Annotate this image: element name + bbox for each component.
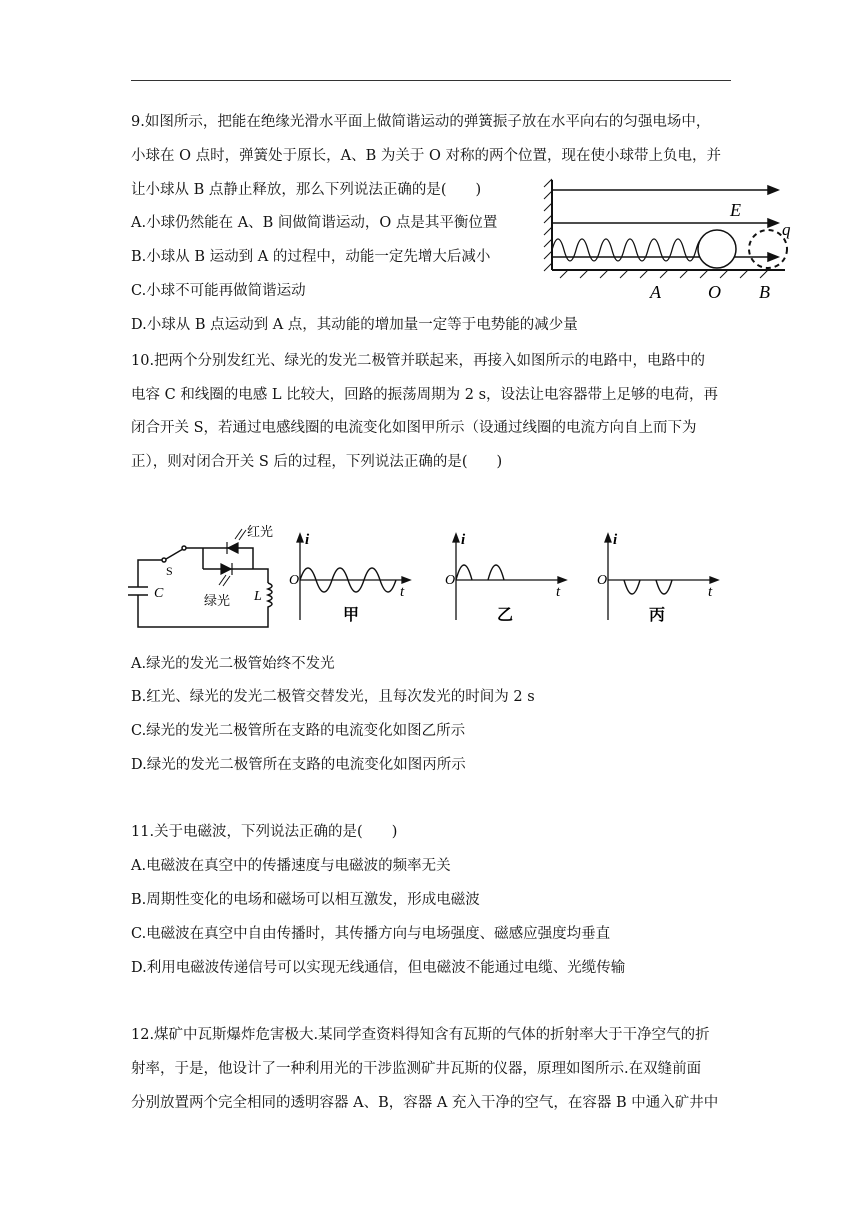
q9-stem-line: 小球在 O 点时，弹簧处于原长，A、B 为关于 O 对称的两个位置，现在使小球带上负电，并 — [131, 148, 721, 164]
q10-stem-line: 正），则对闭合开关 S 后的过程，下列说法正确的是( ) — [131, 454, 503, 470]
q10-option-b: B.红光、绿光的发光二极管交替发光，且每次发光的时间为 2 s — [131, 689, 535, 705]
graph-jia-x-label: t — [400, 584, 405, 600]
q12-stem-line: 射率，于是，他设计了一种利用光的干涉监测矿井瓦斯的仪器，原理如图所示.在双缝前面 — [131, 1061, 702, 1077]
switch-label: S — [166, 564, 173, 578]
q9-option-d: D.小球从 B 点运动到 A 点，其动能的增加量一定等于电势能的减少量 — [131, 317, 578, 333]
graph-yi — [442, 528, 572, 633]
position-label-o: O — [708, 282, 721, 302]
inductor-label: L — [254, 589, 262, 604]
graph-bing-origin: O — [597, 573, 608, 588]
position-label-b: B — [759, 282, 770, 302]
graph-bing — [594, 528, 724, 633]
q11-option-c: C.电磁波在真空中自由传播时，其传播方向与电场强度、磁感应强度均垂直 — [131, 926, 611, 942]
q12-stem-line: 12.煤矿中瓦斯爆炸危害极大.某同学查资料得知含有瓦斯的气体的折射率大于干净空气的折 — [131, 1027, 710, 1043]
q10-option-c: C.绿光的发光二极管所在支路的电流变化如图乙所示 — [131, 723, 466, 739]
graph-bing-curve — [624, 580, 672, 594]
q9-option-b: B.小球从 B 运动到 A 的过程中，动能一定先增大后减小 — [131, 249, 491, 265]
header-rule — [131, 80, 731, 81]
q12-stem-line: 分别放置两个完全相同的透明容器 A、B，容器 A 充入干净的空气，在容器 B 中通入矿井中 — [131, 1095, 719, 1111]
graph-jia-caption: 甲 — [343, 607, 360, 624]
graph-jia — [288, 528, 413, 633]
graph-yi-curve — [456, 565, 504, 580]
q11-option-d: D.利用电磁波传递信号可以实现无线通信，但电磁波不能通过电缆、光缆传输 — [131, 960, 626, 976]
graph-yi-y-label: i — [461, 532, 466, 548]
q9-stem-line: 9.如图所示，把能在绝缘光滑水平面上做简谐运动的弹簧振子放在水平向右的匀强电场中， — [131, 114, 711, 130]
graph-jia-origin: O — [289, 573, 300, 588]
position-label-a: A — [650, 282, 661, 302]
field-label-e: E — [730, 200, 741, 220]
q11-option-b: B.周期性变化的电场和磁场可以相互激发，形成电磁波 — [131, 892, 480, 908]
q9-option-c: C.小球不可能再做简谐运动 — [131, 283, 306, 299]
q10-option-a: A.绿光的发光二极管始终不发光 — [131, 656, 335, 672]
q9-option-a: A.小球仍然能在 A、B 间做简谐运动，O 点是其平衡位置 — [131, 215, 498, 231]
q11-stem-line: 11.关于电磁波，下列说法正确的是( ) — [131, 824, 398, 840]
charge-label-q: q — [782, 220, 791, 239]
graph-yi-origin: O — [445, 573, 456, 588]
graph-bing-x-label: t — [708, 584, 713, 600]
q10-stem-line: 10.把两个分别发红光、绿光的发光二极管并联起来，再接入如图所示的电路中，电路中的 — [131, 353, 706, 369]
capacitor-label: C — [154, 586, 164, 601]
spring-oscillator-figure — [540, 175, 800, 305]
red-led-label: 红光 — [247, 524, 274, 539]
graph-bing-y-label: i — [613, 532, 618, 548]
graph-jia-y-label: i — [305, 532, 310, 548]
green-led-label: 绿光 — [204, 593, 231, 608]
q11-option-a: A.电磁波在真空中的传播速度与电磁波的频率无关 — [131, 858, 451, 874]
q10-stem-line: 电容 C 和线圈的电感 L 比较大，回路的振荡周期为 2 s，设法让电容器带上足够的电荷，再 — [131, 387, 719, 403]
q10-stem-line: 闭合开关 S，若通过电感线圈的电流变化如图甲所示（设通过线圈的电流方向自上而下为 — [131, 420, 697, 436]
graph-yi-caption: 乙 — [497, 607, 514, 624]
q9-stem-line: 让小球从 B 点静止释放，那么下列说法正确的是( ) — [131, 182, 482, 198]
q10-option-d: D.绿光的发光二极管所在支路的电流变化如图丙所示 — [131, 757, 466, 773]
ball-at-o — [698, 230, 736, 268]
led-lc-circuit-figure — [128, 515, 288, 635]
graph-bing-caption: 丙 — [649, 607, 666, 624]
graph-yi-x-label: t — [556, 584, 561, 600]
